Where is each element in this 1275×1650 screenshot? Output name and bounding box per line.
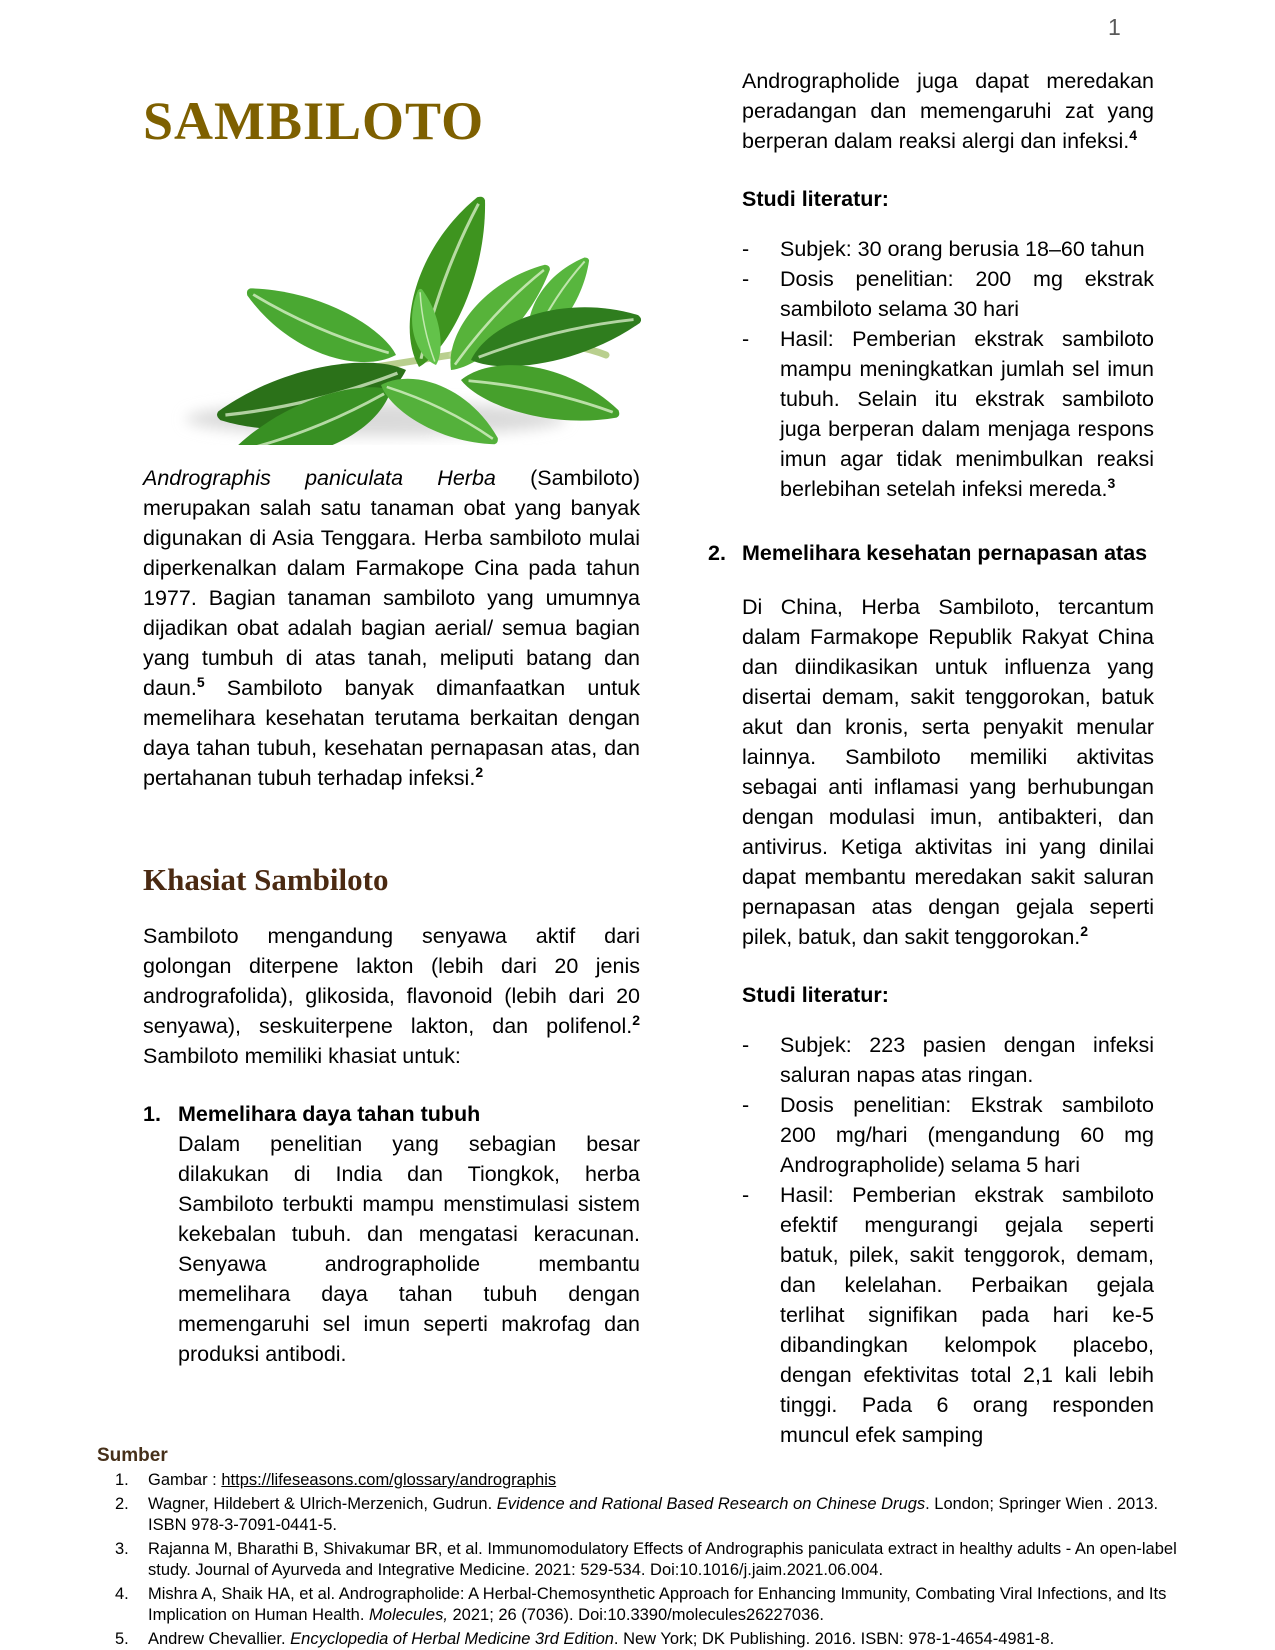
source-4-text (148, 1584, 1185, 1627)
studi-1-item-2 (780, 264, 1154, 324)
source-5-title: Encyclopedia of Herbal Medicine 3rd Edition (290, 1629, 614, 1648)
source-item-4 (97, 1584, 1185, 1627)
benefit-2-heading-wrap (742, 538, 1154, 568)
footnote-ref-2: 2 (475, 763, 484, 780)
list-item (742, 234, 1154, 264)
right-column (708, 66, 1154, 1450)
source-4-title: Molecules, (369, 1606, 448, 1624)
sources-heading: Sumber (97, 1445, 168, 1466)
footnote-ref-2c: 2 (1080, 922, 1089, 939)
source-4-pre: Mishra A, Shaik HA, et al. Andrographolide: A Herbal-Chemosynthetic Approach for Enhancing Immunity, Combating Viral Infections, and Its Implication on Human Health. (148, 1584, 1167, 1624)
source-1-pre: Gambar : (148, 1471, 222, 1489)
footnote-ref-5: 5 (196, 673, 205, 690)
source-1-number: 1. (115, 1471, 129, 1489)
document-title: SAMBILOTO (143, 91, 485, 151)
khasiat-text-2: Sambiloto memiliki khasiat untuk: (143, 1044, 461, 1068)
dash-marker: - (742, 267, 750, 291)
sambiloto-leaves-photo (151, 195, 641, 445)
intro-text-2: Sambiloto banyak dimanfaatkan untuk memelihara kesehatan terutama berkaitan dengan daya tahan tubuh, kesehatan pernapasan atas, dan pertahanan tubuh terhadap infeksi. (143, 676, 640, 790)
studi-literatur-heading-1: Studi literatur: (742, 187, 889, 211)
studi-2-item-3 (780, 1180, 1154, 1450)
list-item (742, 1180, 1154, 1450)
benefit-2-number: 2. (708, 541, 726, 565)
studi-literatur-heading-2: Studi literatur: (742, 983, 889, 1007)
source-2-text (148, 1494, 1185, 1537)
footnote-ref-3: 3 (1107, 474, 1116, 491)
list-item (742, 324, 1154, 504)
studi-2-item-3-text: Hasil: Pemberian ekstrak sambiloto efektif mengurangi gejala seperti batuk, pilek, sakit tenggorok, demam, dan kelelahan. Perbaikan gejala terlihat signifikan pada hari ke-5 dibandingkan kelompok placebo, dengan efektivitas total 2,1 kali lebih tinggi. Pada 6 orang responden muncul efek samping (780, 1183, 1154, 1447)
benefit-1-heading: Memelihara daya tahan tubuh (178, 1102, 481, 1126)
section-heading-khasiat: Khasiat Sambiloto (143, 862, 389, 897)
studi-2-item-2 (780, 1090, 1154, 1180)
benefit-2-heading: Memelihara kesehatan pernapasan atas (742, 541, 1148, 565)
list-item (742, 1090, 1154, 1180)
intro-paragraph (143, 463, 640, 793)
source-5-number: 5. (115, 1629, 129, 1648)
studi-1-item-1 (780, 234, 1154, 264)
latin-name: Andrographis paniculata Herba (143, 466, 496, 490)
source-1-link[interactable]: https://lifeseasons.com/glossary/andrographis (221, 1471, 557, 1489)
source-5-text (148, 1629, 1185, 1650)
source-5-post: . New York; DK Publishing. 2016. ISBN: 978-1-4654-4981-8. (613, 1629, 1055, 1648)
source-2-number: 2. (115, 1494, 129, 1513)
studi-2-item-2-text: Dosis penelitian: Ekstrak sambiloto 200 mg/hari (mengandung 60 mg Andrographolide) selama 5 hari (780, 1093, 1154, 1177)
source-item-1 (97, 1470, 1185, 1492)
khasiat-text-1: Sambiloto mengandung senyawa aktif dari golongan diterpene lakton (lebih dari 20 jenis andrografolida), glikosida, flavonoid (lebih dari 20 senyawa), seskuiterpene lakton, dan polifenol. (143, 924, 640, 1038)
benefit-1-body: Dalam penelitian yang sebagian besar dilakukan di India dan Tiongkok, herba Sambiloto terbukti mampu menstimulasi sistem kekebalan tubuh. dan mengatasi keracunan. Senyawa andrographolide membantu memelihara daya tahan tubuh dengan memengaruhi sel imun seperti makrofag dan produksi antibodi. (178, 1132, 640, 1366)
footnote-ref-2b: 2 (632, 1011, 640, 1028)
source-3-text (148, 1539, 1185, 1582)
benefit-2-content (742, 592, 1154, 1450)
dash-marker: - (742, 1033, 750, 1057)
footnote-ref-4: 4 (1129, 126, 1138, 143)
sources-section (97, 1444, 1185, 1650)
source-3-pre: Rajanna M, Bharathi B, Shivakumar BR, et al. Immunomodulatory Effects of Andrographis paniculata extract in healthy adults - An open-label study. Journal of Ayurveda and Integrative Medicine. 2021: 529-534. Doi:10.1016/j.jaim.2021.06.004. (148, 1539, 1177, 1579)
source-3-number: 3. (115, 1539, 129, 1558)
continuation-paragraph (742, 66, 1154, 156)
source-item-2 (97, 1494, 1185, 1537)
benefit-2-body (742, 592, 1154, 952)
source-2-title: Evidence and Rational Based Research on Chinese Drugs (496, 1494, 926, 1513)
dash-marker: - (742, 237, 750, 261)
studi-1-list (742, 234, 1154, 504)
studi-1-item-1-text: Subjek: 30 orang berusia 18–60 tahun (780, 237, 1145, 261)
leaf-illustration (151, 195, 641, 445)
studi-1-item-3 (780, 324, 1154, 504)
list-item (742, 1030, 1154, 1090)
benefit-item-2 (708, 538, 1154, 568)
left-column (143, 78, 640, 1369)
source-2-post: . London; Springer Wien . 2013. ISBN 978-3-7091-0441-5. (148, 1494, 1159, 1534)
source-4-post: 2021; 26 (7036). Doi:10.3390/molecules26227036. (447, 1606, 825, 1624)
studi-1-item-3-text: Hasil: Pemberian ekstrak sambiloto mampu meningkatkan jumlah sel imun tubuh. Selain itu ekstrak sambiloto juga berperan dalam menjaga respons imun agar tidak menimbulkan reaksi berlebihan setelah infeksi mereda. (780, 327, 1154, 501)
khasiat-intro-paragraph (143, 921, 640, 1071)
source-4-number: 4. (115, 1584, 129, 1603)
source-5-pre: Andrew Chevallier. (148, 1629, 291, 1648)
studi-2-item-1 (780, 1030, 1154, 1090)
source-item-3 (97, 1539, 1185, 1582)
benefit-1-number: 1. (143, 1102, 161, 1126)
source-2-pre: Wagner, Hildebert & Ulrich-Merzenich, Gudrun. (148, 1494, 497, 1513)
studi-2-item-1-text: Subjek: 223 pasien dengan infeksi saluran napas atas ringan. (780, 1033, 1154, 1087)
continuation-text: Andrographolide juga dapat meredakan peradangan dan memengaruhi zat yang berperan dalam reaksi alergi dan infeksi. (742, 69, 1154, 153)
dash-marker: - (742, 327, 750, 351)
source-item-5 (97, 1629, 1185, 1650)
benefit-1-continuation (742, 66, 1154, 504)
benefit-2-body-text: Di China, Herba Sambiloto, tercantum dalam Farmakope Republik Rakyat China dan diindikasikan untuk influenza yang disertai demam, sakit tenggorokan, batuk akut dan kronis, serta penyakit menular lainnya. Sambiloto memiliki aktivitas sebagai anti inflamasi yang berhubungan dengan modulasi imun, antibakteri, dan antivirus. Ketiga aktivitas ini yang dinilai dapat membantu meredakan sakit saluran pernapasan atas dengan gejala seperti pilek, batuk, dan sakit tenggorokan. (742, 595, 1154, 949)
benefit-item-1 (143, 1099, 640, 1369)
studi-1-item-2-text: Dosis penelitian: 200 mg ekstrak sambiloto selama 30 hari (780, 267, 1154, 321)
dash-marker: - (742, 1093, 750, 1117)
studi-2-list (742, 1030, 1154, 1450)
source-1-text (148, 1470, 1185, 1492)
intro-text-1: (Sambiloto) merupakan salah satu tanaman obat yang banyak digunakan di Asia Tenggara. Herba sambiloto mulai diperkenalkan dalam Farmakope Cina pada tahun 1977. Bagian tanaman sambiloto yang umumnya dijadikan obat adalah bagian aerial/ semua bagian yang tumbuh di atas tanah, meliputi batang dan daun. (143, 466, 640, 700)
benefit-1-content (178, 1099, 640, 1369)
page-number: 1 (1108, 14, 1121, 40)
dash-marker: - (742, 1183, 750, 1207)
list-item (742, 264, 1154, 324)
